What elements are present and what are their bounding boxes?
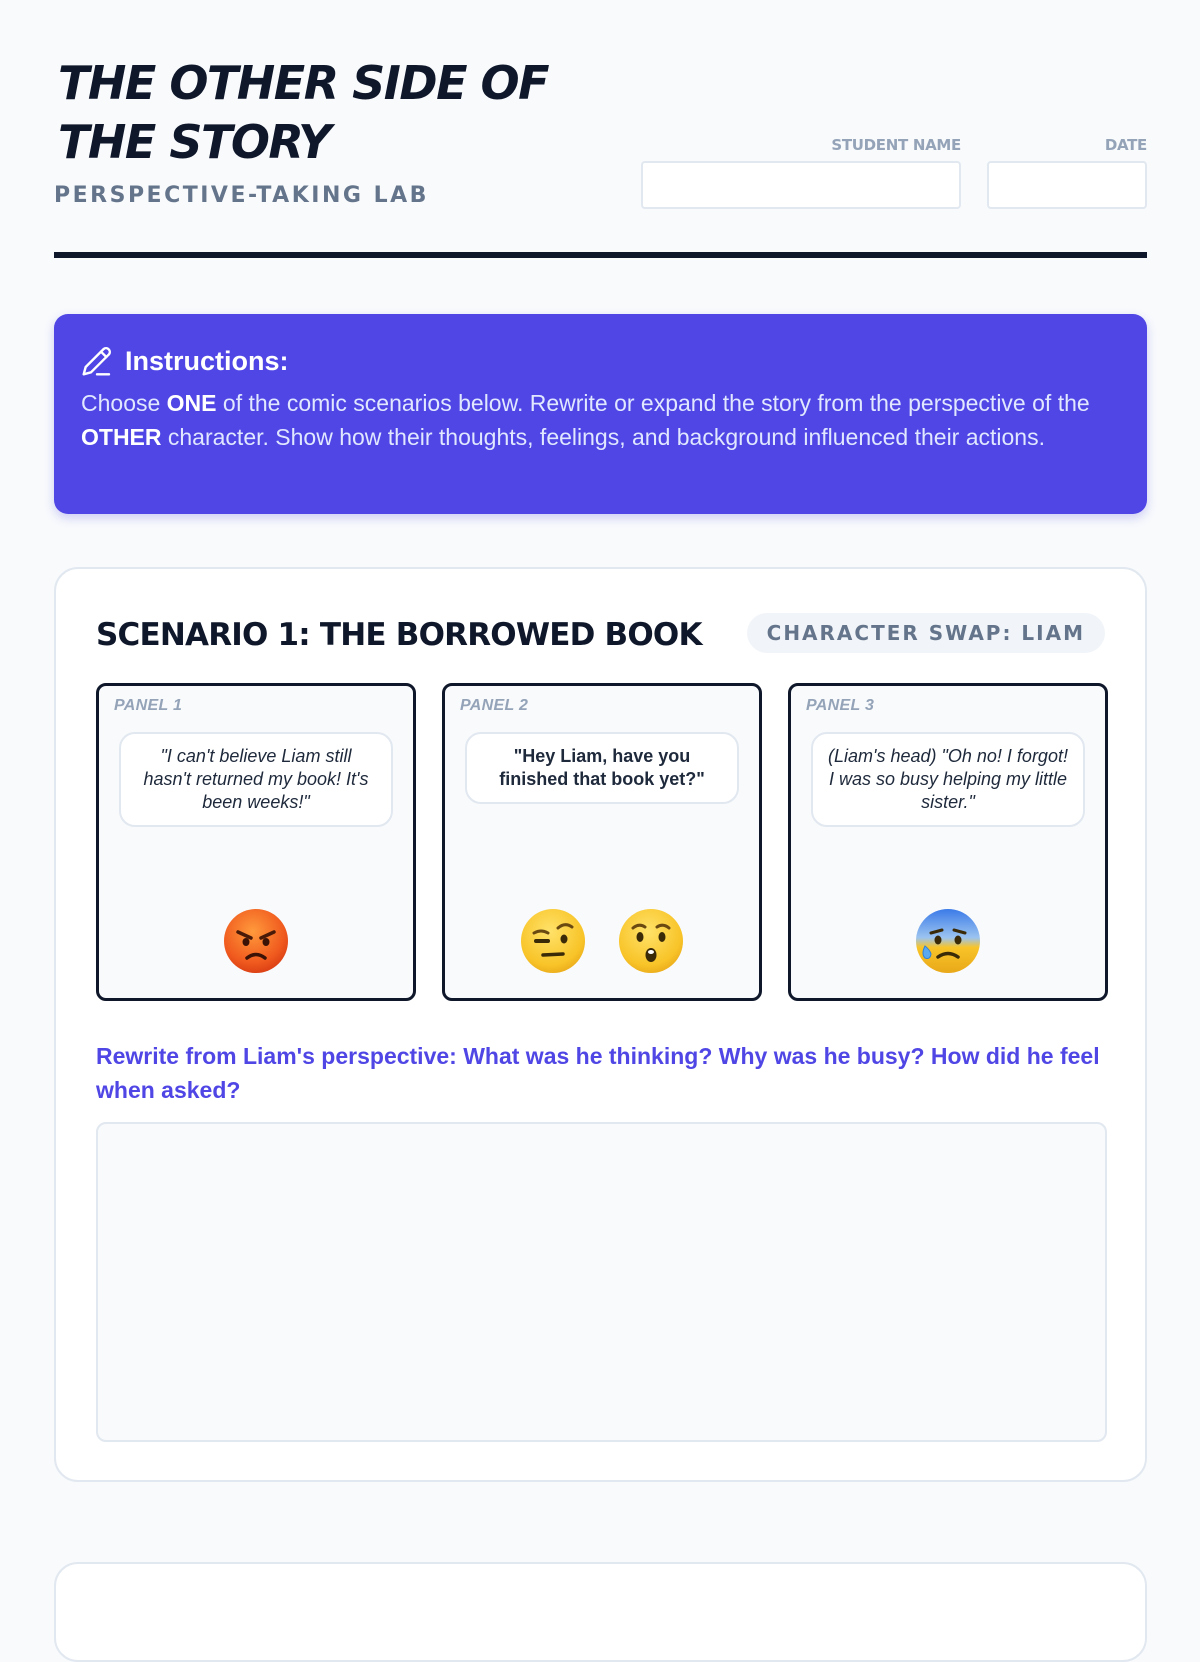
character-swap-badge: CHARACTER SWAP: LIAM bbox=[747, 613, 1105, 653]
next-scenario-card bbox=[54, 1562, 1147, 1662]
anxious-sweat-face-icon bbox=[915, 908, 981, 974]
instructions-text bbox=[81, 386, 1120, 454]
panel-label: PANEL 3 bbox=[806, 697, 875, 714]
student-name-group bbox=[641, 136, 961, 209]
instructions-heading-row bbox=[81, 344, 1120, 378]
speech-bubble: "I can't believe Liam still hasn't returned my book! It's been weeks!" bbox=[119, 732, 393, 827]
instructions-box bbox=[54, 314, 1147, 514]
pencil-icon bbox=[81, 345, 113, 377]
date-label: DATE bbox=[1104, 136, 1147, 154]
instructions-text-part: character. Show how their thoughts, feelings, and background influenced their actions. bbox=[161, 424, 1045, 450]
header-divider bbox=[54, 252, 1147, 258]
speech-bubble: "Hey Liam, have you finished that book yet?" bbox=[465, 732, 739, 804]
instructions-emphasis-other: OTHER bbox=[81, 424, 162, 450]
scenario-title: SCENARIO 1: THE BORROWED BOOK bbox=[96, 617, 702, 653]
panel-label: PANEL 1 bbox=[114, 697, 183, 714]
instructions-heading: Instructions: bbox=[125, 346, 289, 376]
date-field[interactable] bbox=[987, 161, 1147, 209]
panel-label: PANEL 2 bbox=[460, 697, 529, 714]
student-name-label: STUDENT NAME bbox=[831, 136, 961, 154]
student-name-field[interactable] bbox=[641, 161, 961, 209]
date-group bbox=[987, 136, 1147, 209]
rewrite-prompt: Rewrite from Liam's perspective: What was he thinking? Why was he busy? How did he feel when asked? bbox=[96, 1043, 1100, 1103]
angry-face-icon bbox=[223, 908, 289, 974]
page-title: THE OTHER SIDE OF THE STORY bbox=[58, 56, 549, 169]
comic-panel-3 bbox=[788, 683, 1108, 1001]
worksheet-page bbox=[54, 0, 1147, 1103]
worksheet-header bbox=[54, 0, 1147, 262]
page-subtitle: PERSPECTIVE-TAKING LAB bbox=[54, 183, 429, 208]
emoji-row bbox=[99, 908, 413, 974]
scenario-card bbox=[54, 567, 1147, 1482]
instructions-emphasis-one: ONE bbox=[166, 390, 217, 416]
instructions-text-part: Choose bbox=[81, 390, 167, 416]
comic-panel-1 bbox=[96, 683, 416, 1001]
raised-eyebrow-face-icon bbox=[520, 908, 586, 974]
emoji-row bbox=[445, 908, 759, 974]
emoji-row bbox=[791, 908, 1105, 974]
instructions-text-part: of the comic scenarios below. Rewrite or expand the story from the perspective of the bbox=[216, 390, 1090, 416]
comic-panel-2 bbox=[442, 683, 762, 1001]
speech-bubble: (Liam's head) "Oh no! I forgot! I was so busy helping my little sister." bbox=[811, 732, 1085, 827]
rewrite-answer-area[interactable] bbox=[96, 1122, 1107, 1442]
hushed-face-icon bbox=[618, 908, 684, 974]
